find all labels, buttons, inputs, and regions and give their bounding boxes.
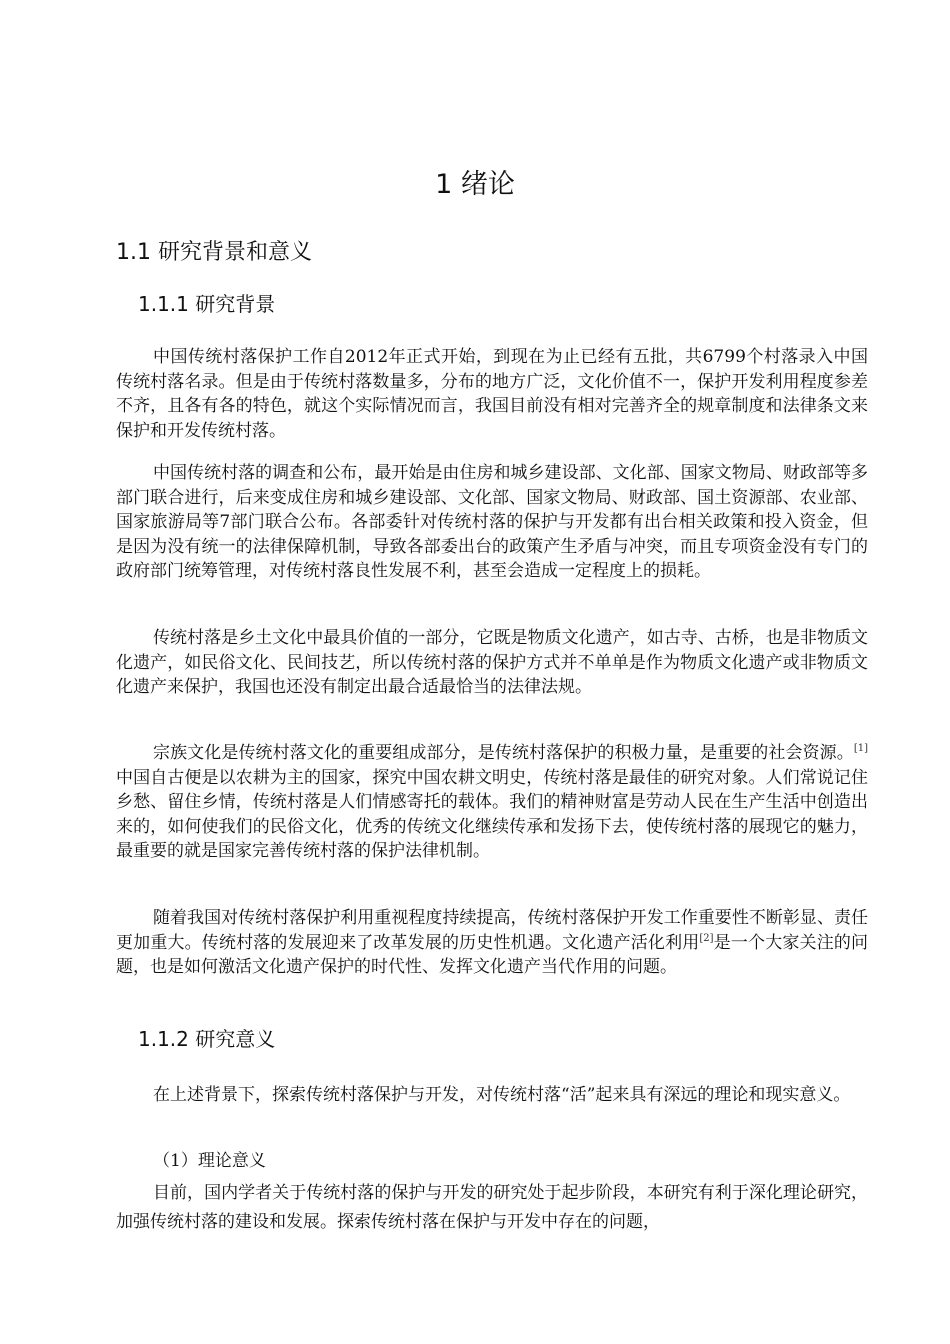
paragraph-1: 中国传统村落保护工作自2012年正式开始，到现在为止已经有五批，共6799个村落录入中国传统村落名录。但是由于传统村落数量多，分布的地方广泛，文化价值不一，保护开发利用程度参差不齐，且各有各的特色，就这个实际情况而言，我国目前没有相对完善齐全的规章制度和法律条文来保护和开发传统村落。 [116, 347, 868, 441]
paragraph-4-text-b: 中国自古便是以农耕为主的国家，探究中国农耕文明史，传统村落是最佳的研究对象。人们常说记住乡愁、留住乡情，传统村落是人们情感寄托的载体。我们的精神财富是劳动人民在生产生活中创造出来的，如何使我们的民俗文化，优秀的传统文化继续传承和发扬下去，使传统村落的展现它的魅力，最重要的就是国家完善传统村落的保护法律机制。 [116, 767, 868, 862]
citation-2: [2] [699, 932, 714, 944]
list-item-theory: （1）理论意义 [153, 1151, 266, 1171]
section-heading-1-1: 1.1 研究背景和意义 [116, 240, 312, 265]
paragraph-5-text-a: 随着我国对传统村落保护利用重视程度持续提高，传统村落保护开发工作重要性不断彰显、责任更加重大。传统村落的发展迎来了改革发展的历史性机遇。文化遗产活化利用 [116, 908, 868, 953]
paragraph-4 [116, 741, 868, 864]
citation-1: [1] [853, 743, 868, 754]
paragraph-2: 中国传统村落的调查和公布，最开始是由住房和城乡建设部、文化部、国家文物局、财政部等多部门联合进行，后来变成住房和城乡建设部、文化部、国家文物局、财政部、国土资源部、农业部、国家旅游局等7部门联合公布。各部委针对传统村落的保护与开发都有出台相关政策和投入资金，但是因为没有统一的法律保障机制，导致各部委出台的政策产生矛盾与冲突，而且专项资金没有专门的政府部门统筹管理，对传统村落良性发展不利，甚至会造成一定程度上的损耗。 [116, 463, 868, 582]
paragraph-3: 传统村落是乡土文化中最具价值的一部分，它既是物质文化遗产，如古寺、古桥，也是非物质文化遗产，如民俗文化、民间技艺，所以传统村落的保护方式并不单单是作为物质文化遗产或非物质文化遗产来保护，我国也还没有制定出最合适最恰当的法律法规。 [116, 628, 868, 698]
paragraph-7: 目前，国内学者关于传统村落的保护与开发的研究处于起步阶段，本研究有利于深化理论研究，加强传统村落的建设和发展。探索传统村落在保护与开发中存在的问题， [116, 1183, 868, 1232]
section-heading-1-1-2: 1.1.2 研究意义 [138, 1027, 276, 1051]
paragraph-5 [116, 906, 868, 980]
paragraph-6: 在上述背景下，探索传统村落保护与开发，对传统村落“活”起来具有深远的理论和现实意义。 [153, 1085, 851, 1105]
paragraph-5-text-b: 是一个大家关注的问题，也是如何激活文化遗产保护的时代性、发挥文化遗产当代作用的问题。 [116, 932, 869, 978]
paragraph-4-text-a: 宗族文化是传统村落文化的重要组成部分，是传统村落保护的积极力量，是重要的社会资源。 [153, 743, 854, 763]
chapter-title: 1 绪论 [435, 169, 515, 200]
section-heading-1-1-1: 1.1.1 研究背景 [138, 292, 276, 316]
